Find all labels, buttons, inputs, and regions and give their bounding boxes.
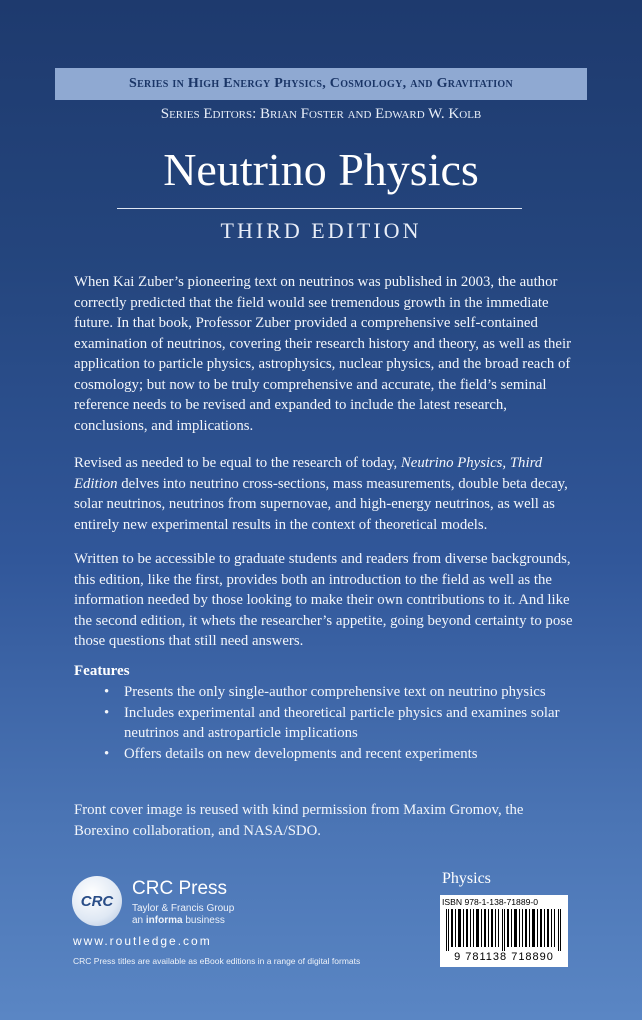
paragraph-2-book-title: Neutrino Physics, Third Edition [74,455,543,492]
publisher-business [132,915,234,927]
features-list [104,682,564,764]
features-heading: Features [74,663,130,679]
feature-item [104,744,564,765]
bullet-icon: • [104,684,110,700]
paragraph-2-lead: Revised as needed to be equal to the research of today, [74,455,401,471]
publisher-logo [72,876,312,936]
crc-logo-text: CRC [80,892,114,910]
business-brand: informa [145,915,183,926]
isbn-label: ISBN 978-1-138-71889-0 [442,897,539,907]
book-title: Neutrino Physics [163,144,479,195]
series-banner [55,68,587,100]
publisher-name: CRC Press [132,878,228,899]
title-divider [117,208,522,209]
description-paragraph-3: Written to be accessible to graduate students and readers from diverse backgrounds, this edition, like the first, provides both an introduction to the field as well as the information needed by those looking to make their own contributions to it. And like the second edition, it whets the researcher’s appetite, going beyond certainty to pose those questions that still need answers. [74,551,573,649]
edition-label: THIRD EDITION [220,218,422,243]
feature-item [104,703,564,744]
feature-item [104,682,564,703]
series-editors: Series Editors: Brian Foster and Edward W. Kolb [160,106,482,122]
business-prefix: an [132,915,146,926]
subject-label: Physics [442,870,491,887]
publisher-website: www.routledge.com [73,934,212,948]
feature-text: Includes experimental and theoretical particle physics and examines solar neutrinos and astroparticle implications [124,704,560,741]
publisher-group [132,903,234,927]
business-suffix: business [182,915,225,926]
bullet-icon: • [104,745,110,762]
barcode-digits: 9 781138 718890 [454,951,554,963]
description-paragraph-1: When Kai Zuber’s pioneering text on neutrinos was published in 2003, the author correctly predicted that the field would see tremendous growth in the immediate future. In that book, Professor Zuber provided a comprehensive self-contained examination of neutrinos, covering their research history and theory, as well as their application to particle physics, astrophysics, nuclear physics, and the broad reach of cosmology; but now to be truly comprehensive and accurate, the field’s seminal reference needs to be revised and expanded to include the latest research, conclusions, and implications. [74,274,572,434]
feature-text: Offers details on new developments and recent experiments [124,745,478,762]
feature-text: Presents the only single-author comprehensive text on neutrino physics [124,684,546,700]
description-paragraph-2 [74,453,574,535]
barcode-bars-icon [446,909,562,951]
publisher-group-name: Taylor & Francis Group [132,903,235,914]
barcode [440,895,568,967]
series-banner-text: Series in High Energy Physics, Cosmology, and Gravitation [129,76,513,91]
bullet-icon: • [104,704,110,721]
ebook-note: CRC Press titles are available as eBook editions in a range of digital formats [73,956,361,966]
cover-image-credit: Front cover image is reused with kind permission from Maxim Gromov, the Borexino collaboration, and NASA/SDO. [74,802,524,839]
paragraph-2-rest: delves into neutrino cross-sections, mass measurements, double beta decay, solar neutrinos, neutrinos from supernovae, and high-energy neutrinos, as well as entirely new experimental results in the context of theoretical models. [74,475,568,533]
crc-logo-icon [72,876,122,926]
